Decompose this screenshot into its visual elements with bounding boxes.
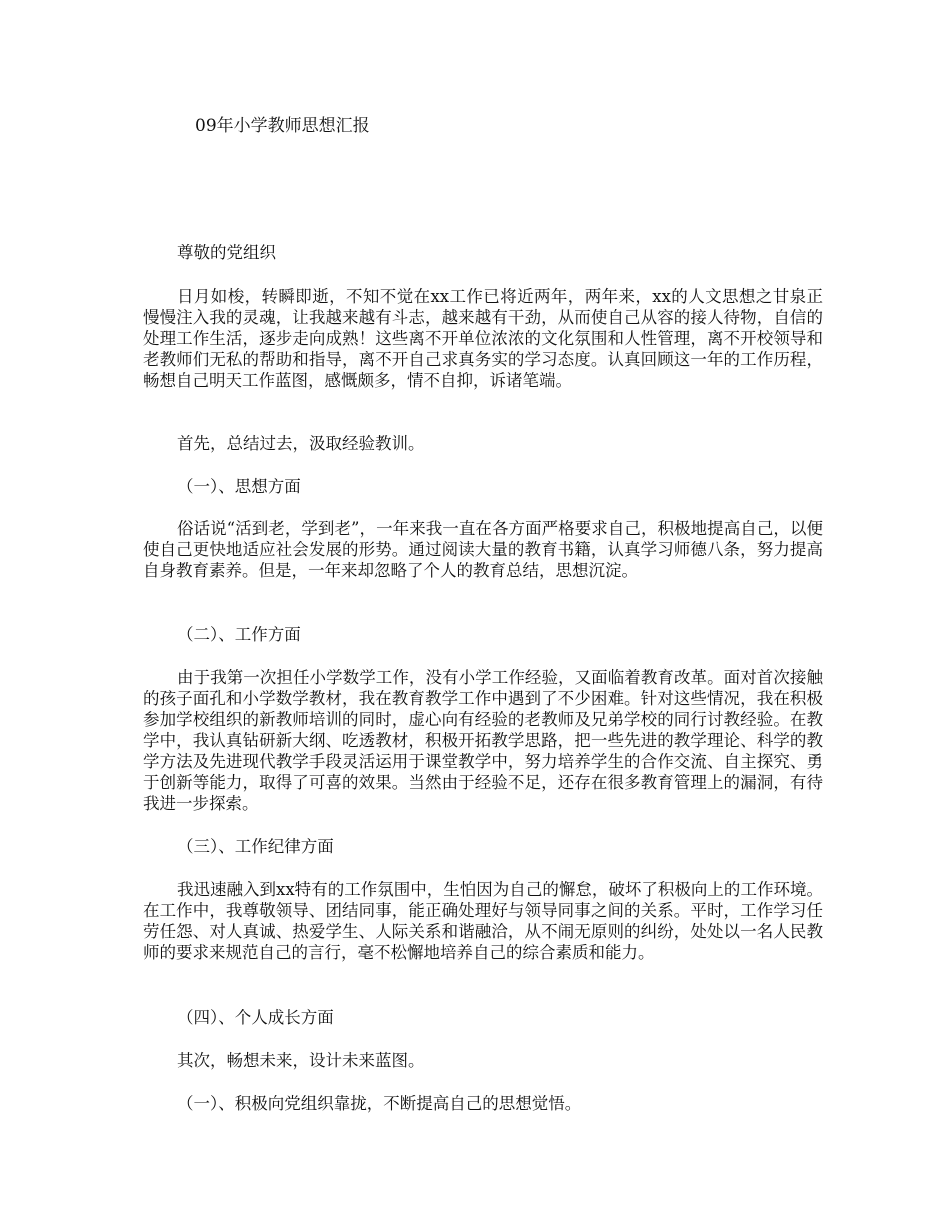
section3-paragraph: 我迅速融入到xx特有的工作氛围中，生怕因为自己的懈怠，破坏了积极向上的工作环境。在工作中，我尊敬领导、团结同事，能正确处理好与领导同事之间的关系。平时，工作学习任劳任怨、对人真诚、热爱学生、人际关系和谐融洽，从不闹无原则的纠纷，处处以一名人民教师的要求来规范自己的言行，毫不松懈地培养自己的综合素质和能力。 [143,880,823,962]
section2-paragraph: 由于我第一次担任小学数学工作，没有小学工作经验，又面临着教育改革。面对首次接触的孩子面孔和小学数学教材，我在教育教学工作中遇到了不少困难。针对这些情况，我在积极参加学校组织的新教师培训的同时，虚心向有经验的老教师及兄弟学校的同行讨教经验。在教学中，我认真钻研新大纲、吃透教材，积极开拓教学思路，把一些先进的教学理论、科学的教学方法及先进现代教学手段灵活运用于课堂教学中，努力培养学生的合作交流、自主探究、勇于创新等能力，取得了可喜的效果。当然由于经验不足，还存在很多教育管理上的漏洞，有待我进一步探索。 [143,668,823,813]
section4-heading: （四）、个人成长方面 [177,1008,334,1027]
salutation: 尊敬的党组织 [177,243,276,262]
section1-paragraph: 俗话说“活到老，学到老”，一年来我一直在各方面严格要求自己，积极地提高自己，以便使自己更快地适应社会发展的形势。通过阅读大量的教育书籍，认真学习师德八条，努力提高自身教育素养。但是，一年来却忽略了个人的教育总结，思想沉淀。 [143,519,823,580]
section2-heading: （二）、工作方面 [177,625,301,644]
document-title: 09年小学教师思想汇报 [195,116,370,136]
intro-paragraph: 日月如梭，转瞬即逝，不知不觉在xx工作已将近两年，两年来，xx的人文思想之甘泉正慢慢注入我的灵魂，让我越来越有斗志，越来越有干劲，从而使自己从容的接人待物，自信的处理工作生活，逐步走向成熟！这些离不开单位浓浓的文化氛围和人性管理，离不开校领导和老教师们无私的帮助和指导，离不开自己求真务实的学习态度。认真回顾这一年的工作历程，畅想自己明天工作蓝图，感慨颇多，情不自抑，诉诸笔端。 [143,287,823,390]
part1-heading: 首先，总结过去，汲取经验教训。 [177,434,425,453]
part2-heading: 其次，畅想未来，设计未来蓝图。 [177,1051,425,1070]
section3-heading: （三）、工作纪律方面 [177,837,334,856]
section1-heading: （一）、思想方面 [177,477,301,496]
future1-heading: （一）、积极向党组织靠拢，不断提高自己的思想觉悟。 [177,1094,582,1113]
